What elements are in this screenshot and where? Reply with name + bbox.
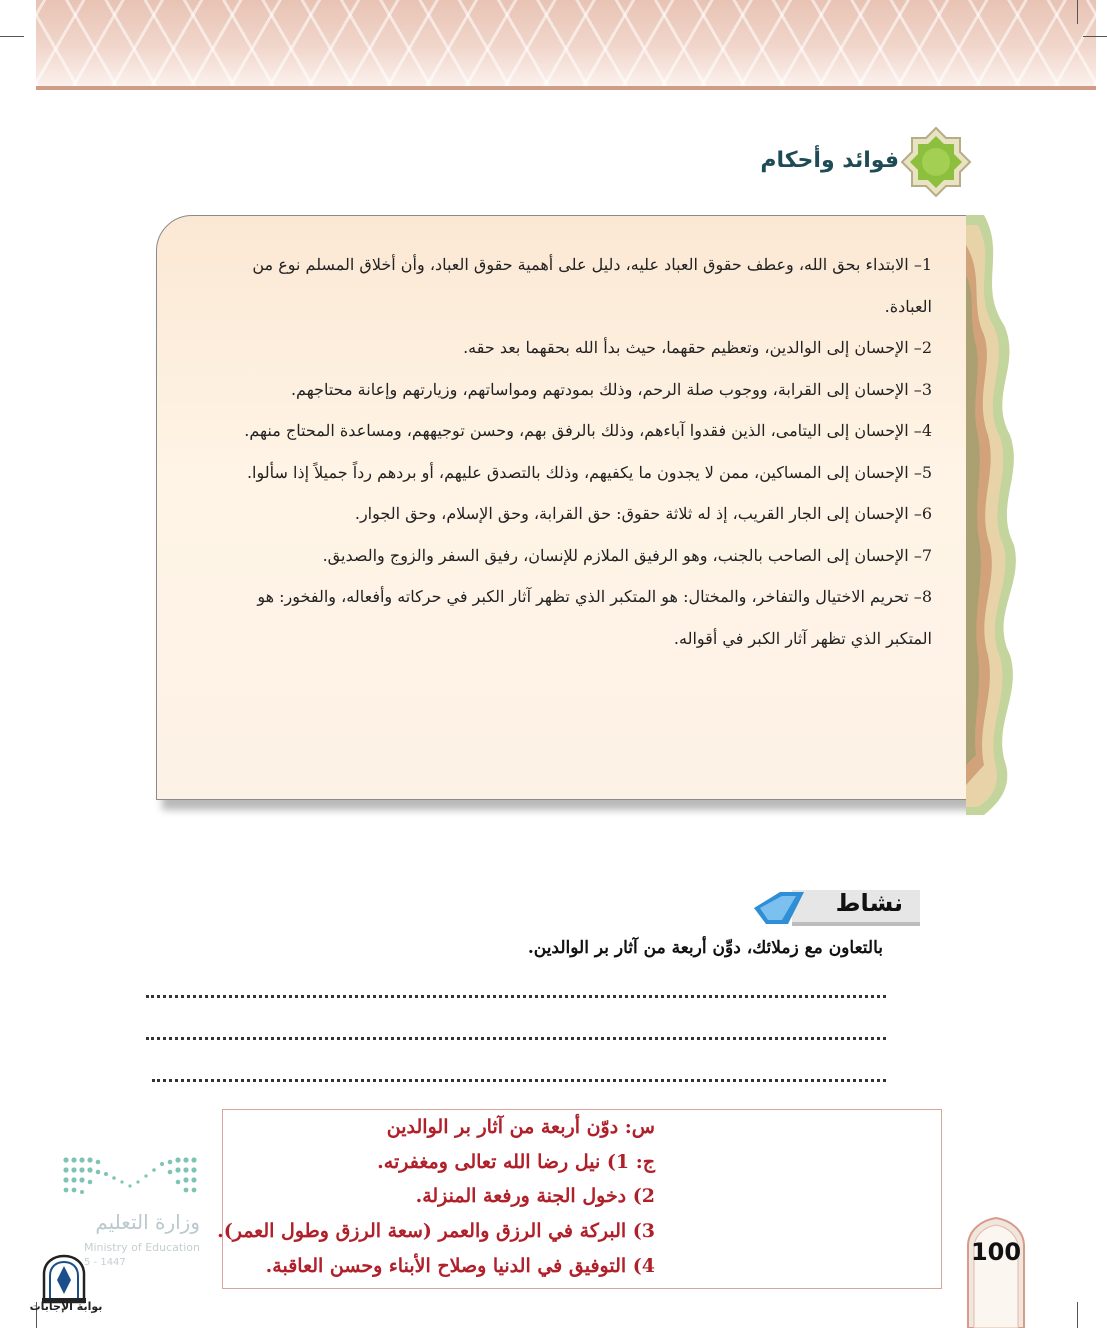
activity-prompt: بالتعاون مع زملائك، دوِّن أربعة من آثار بر الوالدين. <box>527 938 883 958</box>
activity-label: نشاط <box>835 889 903 917</box>
rule-item <box>212 452 932 494</box>
rule-text: – تحريم الاختيال والتفاخر، والمختال: هو المتكبر الذي تظهر آثار الكبر في حركاته وأفعاله، والفخور: هو المتكبر الذي تظهر آثار الكبر في أقواله. <box>257 587 932 648</box>
answer-line-blank[interactable] <box>146 995 886 998</box>
answer-item-2: 2) دخول الجنة ورفعة المنزلة. <box>415 1185 655 1207</box>
rule-number: 4 <box>921 421 932 440</box>
rule-item <box>212 576 932 659</box>
top-decorative-banner <box>36 0 1096 86</box>
rule-number: 6 <box>921 504 932 523</box>
rule-text: – الإحسان إلى القرابة، ووجوب صلة الرحم، وذلك بمودتهم ومواساتهم، وزيارتهم وإعانة محتاجهم. <box>290 379 922 399</box>
crop-mark <box>1077 1302 1078 1328</box>
rule-item <box>212 493 932 535</box>
rule-item <box>212 410 932 452</box>
crop-mark <box>1077 0 1078 24</box>
rule-text: – الإحسان إلى اليتامى، الذين فقدوا آباءهم، وذلك بالرفق بهم، وحسن توجيههم، ومساعدة المحتاج منهم. <box>244 421 922 440</box>
section-title: فوائد وأحكام <box>760 148 899 173</box>
answer-line-blank[interactable] <box>152 1079 886 1082</box>
rule-number: 2 <box>921 338 932 357</box>
rule-text: – الإحسان إلى الجار القريب، إذ له ثلاثة حقوق: حق القرابة، وحق الإسلام، وحق الجوار. <box>354 504 922 523</box>
rule-text: – الإحسان إلى الصاحب بالجنب، وهو الرفيق الملازم للإنسان، رفيق السفر والزوج والصديق. <box>322 545 922 565</box>
rule-text: – الإحسان إلى المساكين، ممن لا يجدون ما يكفيهم، وذلك بالتصدق عليهم، أو بردهم رداً جميلاً إذا سألوا. <box>246 462 922 482</box>
rule-number: 3 <box>921 379 932 399</box>
arabesque-border-ornament <box>966 215 1024 815</box>
portal-name: بوابة الإجابات <box>29 1300 103 1313</box>
top-divider <box>36 86 1096 90</box>
rules-list <box>212 244 932 659</box>
rule-number: 8 <box>921 587 932 606</box>
ministry-name-en: Ministry of Education <box>83 1241 200 1254</box>
answer-item-3: 3) البركة في الرزق والعمر (سعة الرزق وطول العمر). <box>217 1220 655 1242</box>
answer-question: س: دوّن أربعة من آثار بر الوالدين <box>386 1116 655 1138</box>
portal-logo-icon <box>40 1254 88 1304</box>
page-number: 100 <box>970 1238 1022 1266</box>
rule-item <box>212 327 932 369</box>
rule-item <box>212 244 932 327</box>
crop-mark <box>1083 36 1107 37</box>
rule-text: – الإحسان إلى الوالدين، وتعظيم حقهما، حيث بدأ الله بحقهما بعد حقه. <box>463 338 922 357</box>
rule-item <box>212 369 932 411</box>
ministry-name-ar: وزارة التعليم <box>95 1210 200 1234</box>
rule-text: – الابتداء بحق الله، وعطف حقوق العباد عليه، دليل على أهمية حقوق العباد، وأن أخلاق المسلم نوع من العبادة. <box>252 255 932 316</box>
rule-number: 1 <box>921 255 932 274</box>
answer-item-4: 4) التوفيق في الدنيا وصلاح الأبناء وحسن العاقبة. <box>265 1255 655 1277</box>
crop-mark <box>0 36 24 37</box>
section-badge-icon <box>900 126 972 198</box>
rule-number: 7 <box>921 545 932 565</box>
answer-item-1: ج: 1) نيل رضا الله تعالى ومغفرته. <box>377 1151 655 1173</box>
rule-item <box>212 535 932 577</box>
rule-number: 5 <box>921 462 932 482</box>
ministry-logo-icon <box>62 1154 198 1198</box>
ministry-year: 5 - 1447 <box>84 1257 126 1268</box>
page-number-tab <box>966 1216 1026 1328</box>
answer-line-blank[interactable] <box>146 1037 886 1040</box>
